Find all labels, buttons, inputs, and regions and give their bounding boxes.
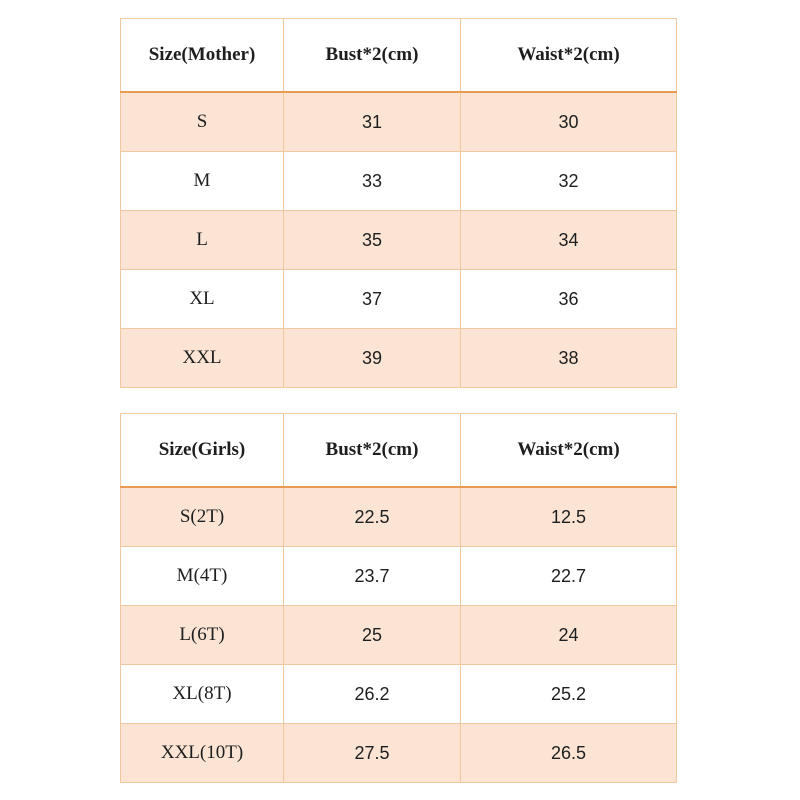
bust-cell: 25 <box>284 606 461 665</box>
waist-cell: 30 <box>461 92 677 152</box>
bust-cell: 37 <box>284 270 461 329</box>
table-row <box>121 92 677 152</box>
size-cell: XL <box>121 270 284 329</box>
table-row <box>121 152 677 211</box>
table-row <box>121 487 677 547</box>
girls-size-table <box>120 413 677 783</box>
table-row <box>121 270 677 329</box>
waist-cell: 24 <box>461 606 677 665</box>
size-column-header: Size(Mother) <box>121 19 284 93</box>
table-row <box>121 547 677 606</box>
size-cell: M <box>121 152 284 211</box>
waist-cell: 25.2 <box>461 665 677 724</box>
size-cell: L(6T) <box>121 606 284 665</box>
bust-column-header: Bust*2(cm) <box>284 414 461 488</box>
table-header-row <box>121 414 677 488</box>
bust-column-header: Bust*2(cm) <box>284 19 461 93</box>
bust-cell: 33 <box>284 152 461 211</box>
size-cell: L <box>121 211 284 270</box>
size-cell: XL(8T) <box>121 665 284 724</box>
waist-cell: 32 <box>461 152 677 211</box>
size-cell: S(2T) <box>121 487 284 547</box>
waist-cell: 38 <box>461 329 677 388</box>
waist-cell: 26.5 <box>461 724 677 783</box>
bust-cell: 27.5 <box>284 724 461 783</box>
size-cell: XXL(10T) <box>121 724 284 783</box>
waist-cell: 12.5 <box>461 487 677 547</box>
waist-column-header: Waist*2(cm) <box>461 414 677 488</box>
bust-cell: 23.7 <box>284 547 461 606</box>
table-row <box>121 211 677 270</box>
waist-cell: 22.7 <box>461 547 677 606</box>
bust-cell: 35 <box>284 211 461 270</box>
waist-cell: 34 <box>461 211 677 270</box>
mother-size-table <box>120 18 677 388</box>
table-row <box>121 665 677 724</box>
size-column-header: Size(Girls) <box>121 414 284 488</box>
bust-cell: 39 <box>284 329 461 388</box>
table-header-row <box>121 19 677 93</box>
table-row <box>121 606 677 665</box>
waist-column-header: Waist*2(cm) <box>461 19 677 93</box>
size-cell: XXL <box>121 329 284 388</box>
waist-cell: 36 <box>461 270 677 329</box>
size-cell: S <box>121 92 284 152</box>
bust-cell: 31 <box>284 92 461 152</box>
bust-cell: 26.2 <box>284 665 461 724</box>
table-row <box>121 329 677 388</box>
table-row <box>121 724 677 783</box>
size-cell: M(4T) <box>121 547 284 606</box>
bust-cell: 22.5 <box>284 487 461 547</box>
